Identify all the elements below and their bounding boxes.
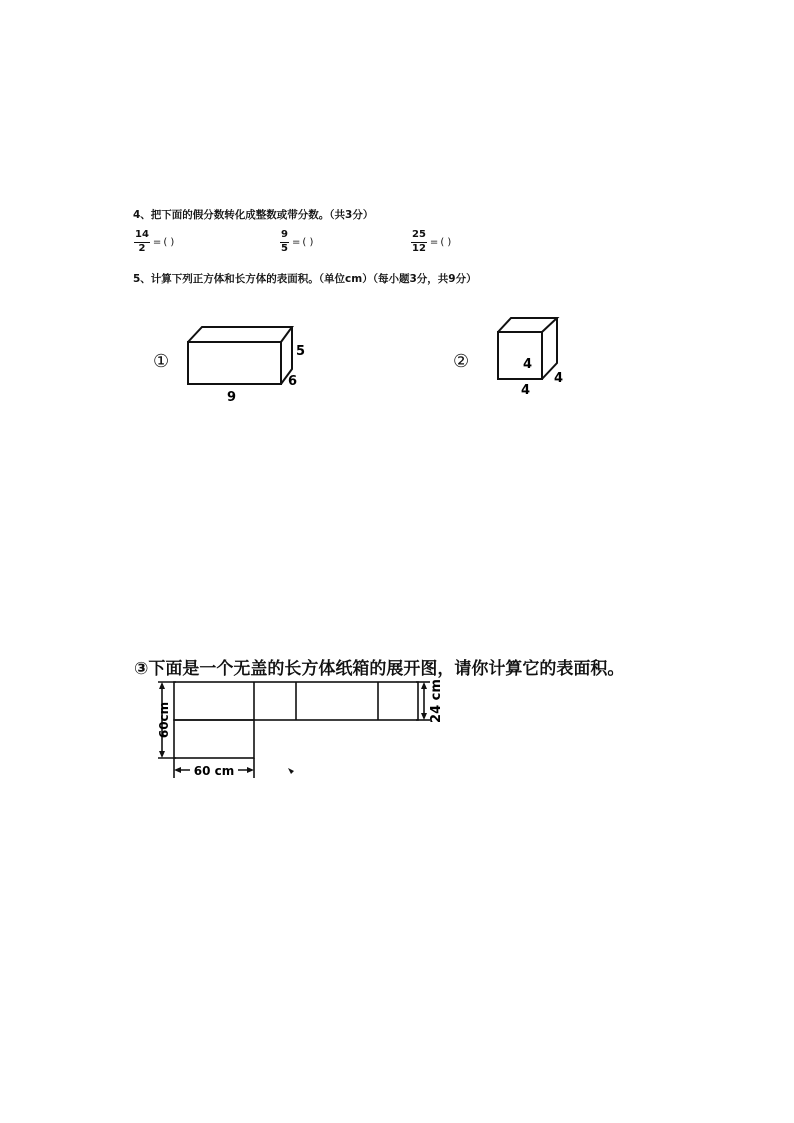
net-bottom-face: [174, 720, 254, 758]
question-5-title: 5、计算下列正方体和长方体的表面积。（单位cm）（每小题3分，共9分）: [133, 273, 477, 285]
fraction-numerator: 9: [280, 230, 289, 243]
answer-blank: ( ): [163, 236, 175, 248]
cuboid-figure: [180, 318, 310, 408]
cuboid-front-face: [188, 342, 281, 384]
cube-side-face: [542, 318, 557, 379]
equals-sign: =: [291, 236, 301, 248]
cube-front-label: 4: [523, 357, 533, 372]
right-dimension-label: 24 cm: [429, 679, 444, 723]
fraction-numerator: 14: [134, 230, 150, 243]
cuboid-height-label: 5: [296, 344, 306, 359]
question-4-title: 4、把下面的假分数转化成整数或带分数。（共3分）: [133, 209, 374, 221]
sub-question-3-title: ③下面是一个无盖的长方体纸箱的展开图，请你计算它的表面积。: [134, 659, 625, 679]
left-dimension-label: 60cm: [157, 701, 171, 739]
fraction-numerator: 25: [411, 230, 427, 243]
stray-mark: [288, 768, 294, 774]
answer-blank: ( ): [440, 236, 452, 248]
cuboid-width-label: 6: [288, 374, 298, 389]
fraction-item-3: [411, 230, 451, 254]
fraction-item-1: [134, 230, 174, 254]
box-net-diagram: [150, 678, 450, 783]
bottom-dimension-label: 60 cm: [193, 764, 235, 778]
cube-front-face: [498, 332, 542, 379]
equals-sign: =: [429, 236, 439, 248]
fraction-denominator: 2: [138, 242, 146, 254]
equals-sign: =: [152, 236, 162, 248]
fraction-item-2: [280, 230, 313, 254]
answer-blank: ( ): [302, 236, 314, 248]
cuboid-top-face: [188, 327, 292, 342]
cuboid-length-label: 9: [227, 390, 237, 405]
cube-top-face: [498, 318, 557, 332]
cube-side-label: 4: [554, 371, 564, 386]
figure-1-marker: ①: [153, 351, 170, 372]
cube-figure: [490, 312, 570, 398]
cube-bottom-label: 4: [521, 383, 531, 398]
fraction-denominator: 12: [412, 242, 426, 254]
figure-2-marker: ②: [453, 351, 470, 372]
fraction-denominator: 5: [281, 242, 288, 254]
